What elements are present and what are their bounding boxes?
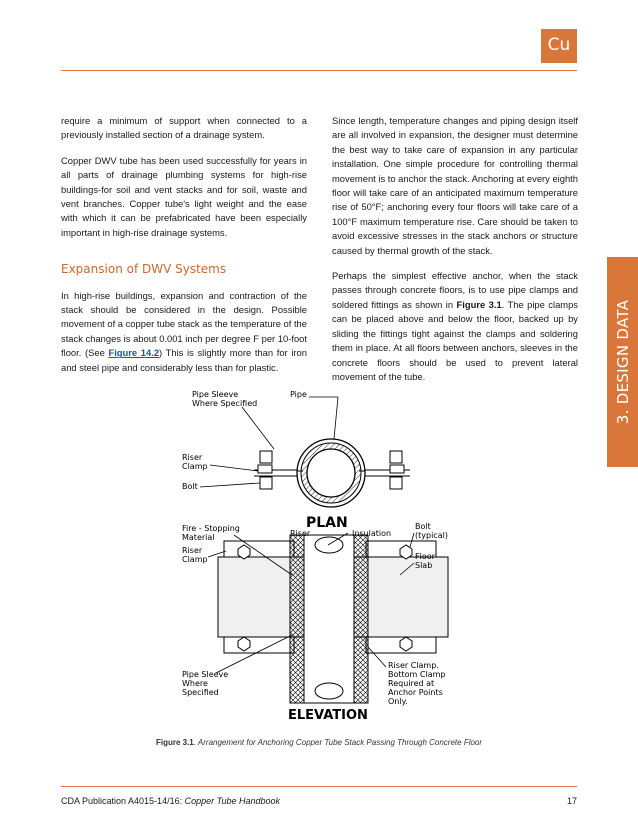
left-column [61, 114, 307, 386]
section-tab [607, 257, 638, 467]
label-bolt: Bolt [182, 482, 198, 491]
label-riser-clamp-plan-2: Clamp [182, 462, 208, 471]
right-paragraph-2: Perhaps the simplest effective anchor, when the stack passes through concrete floors, is to use pipe clamps and soldered fittings as shown in Figure 3.1. The pipe clamps can be placed above and below the floor, backed up by sliding the fittings tight against the clamps and soldering them in place. At all floors between anchors, sleeves in the concrete floors should be used to prevent lateral movement of the tube. [332, 270, 578, 382]
label-pipe-sleeve-elev-2: Where [182, 679, 208, 688]
anchor-diagram [178, 385, 468, 725]
label-fire-stopping-2: Material [182, 533, 215, 542]
label-riser-clamp-elev-2: Clamp [182, 555, 208, 564]
footer-publication: CDA Publication A4015-14/16: Copper Tube Handbook [61, 796, 280, 806]
left-paragraph-2: Copper DWV tube has been used successfully for years in all parts of drainage plumbing systems for high-rise buildings-for soil and vent stacks and for soil, waste and vent branches. Copper tube's light weight and the ease with which it can be prefabricated have been especially important in high-rise drainage systems. [61, 154, 307, 238]
copper-badge [541, 29, 577, 63]
right-column [332, 114, 578, 395]
label-bottom-note-1: Riser Clamp. [388, 661, 439, 670]
page-number: 17 [566, 796, 577, 806]
label-riser: Riser [290, 529, 311, 538]
label-bolt-typical-1: Bolt [415, 522, 431, 531]
section-heading: Expansion of DWV Systems [61, 262, 227, 277]
section-tab-label: 3. DESIGN DATA [613, 299, 632, 425]
label-pipe-sleeve-elev-1: Pipe Sleeve [182, 670, 229, 679]
label-pipe-sleeve-plan-1: Pipe Sleeve [192, 390, 239, 399]
badge-text: Cu [547, 35, 571, 55]
label-fire-stopping-1: Fire - Stopping [182, 524, 240, 533]
elevation-title: ELEVATION [288, 708, 368, 723]
footer-rule [61, 786, 577, 787]
footer-title: Copper Tube Handbook [184, 796, 280, 806]
left-paragraph-1: require a minimum of support when connected to a previously installed section of a drainage system. [61, 115, 307, 141]
label-pipe-sleeve-elev-3: Specified [182, 688, 219, 697]
figure-3-1-ref: Figure 3.1 [456, 298, 502, 310]
figure-caption [0, 738, 638, 747]
header-rule [61, 70, 577, 71]
left-paragraph-3: In high-rise buildings, expansion and contraction of the stack should be considered in the design. Possible movement of a copper tube stack as the temperature of the stack changes is about 0.001 inch per degree F per 10-foot floor. (See Figure 14.2) This is slightly more than for iron and steel pipe and considerably less than for plastic. [61, 289, 307, 373]
label-riser-clamp-plan-1: Riser [182, 453, 203, 462]
plan-view [254, 439, 410, 507]
label-riser-clamp-elev-1: Riser [182, 546, 203, 555]
label-floor-slab-2: Slab [415, 561, 433, 570]
label-bottom-note-5: Only. [388, 697, 408, 706]
label-bottom-note-4: Anchor Points [388, 688, 443, 697]
plan-title: PLAN [306, 515, 348, 531]
caption-text: . Arrangement for Anchoring Copper Tube Stack Passing Through Concrete Floor [193, 738, 483, 747]
label-floor-slab-1: Floor [415, 552, 435, 561]
label-bottom-note-2: Bottom Clamp [388, 670, 446, 679]
label-pipe: Pipe [290, 390, 307, 399]
label-pipe-sleeve-plan-2: Where Specified [192, 399, 258, 408]
caption-number: Figure 3.1 [155, 738, 194, 747]
label-bottom-note-3: Required at [388, 679, 435, 688]
label-bolt-typical-2: (typical) [415, 531, 448, 540]
right-paragraph-1: Since length, temperature changes and piping design itself are all involved in expansion, the designer must determine the best way to take care of expansion in any particular installation. One simple procedure for controlling thermal movement is to anchor the stack. Anchoring at every eighth floor will take care of an anticipated maximum temperature rise of 50°F; anchoring every four floors will take care of a 100°F maximum temperature rise. Care should be taken to avoid excessive stresses in the stack anchors or structure caused by thermal growth of the stack. [332, 115, 578, 256]
figure-14-2-link[interactable]: Figure 14.2 [108, 347, 160, 359]
label-insulation: Insulation [352, 529, 392, 538]
